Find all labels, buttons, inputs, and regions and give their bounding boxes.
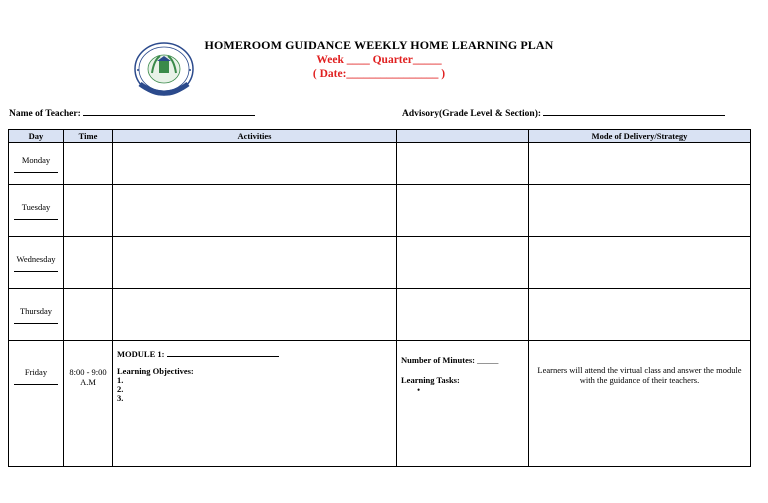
friday-time: 8:00 - 9:00 A.M [69, 367, 107, 387]
activities-cell[interactable] [113, 143, 397, 185]
module-title-field[interactable] [167, 349, 279, 357]
date-blank-line [14, 323, 58, 324]
day-label: Friday [24, 367, 48, 377]
module-label: MODULE 1: [117, 349, 165, 359]
day-cell [9, 237, 64, 289]
mode-cell[interactable] [529, 185, 751, 237]
advisory-field[interactable] [543, 106, 725, 116]
extra-cell[interactable] [397, 237, 529, 289]
objective-item: 1. [117, 375, 124, 385]
extra-cell[interactable] [397, 143, 529, 185]
activities-cell[interactable] [113, 185, 397, 237]
table-row [9, 185, 751, 237]
minutes-row [401, 355, 524, 365]
header-mode: Mode of Delivery/Strategy [529, 130, 751, 143]
header-blank [397, 130, 529, 143]
teacher-name-row [9, 106, 255, 119]
week-quarter-line: Week ____ Quarter_____ [316, 54, 442, 66]
mode-cell [529, 341, 751, 467]
minutes-label: Number of Minutes: [401, 355, 475, 365]
table-row [9, 143, 751, 185]
time-cell[interactable] [64, 185, 113, 237]
mode-cell[interactable] [529, 289, 751, 341]
table-row [9, 289, 751, 341]
time-cell[interactable] [64, 289, 113, 341]
activities-cell[interactable] [113, 289, 397, 341]
minutes-blank[interactable]: _____ [477, 355, 499, 365]
mode-cell[interactable] [529, 143, 751, 185]
table-header-row [9, 130, 751, 143]
extra-cell[interactable] [397, 289, 529, 341]
objective-item: 3. [117, 393, 124, 403]
header-time: Time [64, 130, 113, 143]
date-blank-line [14, 384, 58, 385]
activities-cell[interactable] [113, 237, 397, 289]
teacher-name-field[interactable] [83, 106, 255, 116]
time-cell[interactable] [64, 237, 113, 289]
date-blank-line [14, 172, 58, 173]
day-label: Thursday [19, 305, 53, 316]
header-day: Day [9, 130, 64, 143]
table-row [9, 237, 751, 289]
day-label: Wednesday [16, 253, 56, 264]
day-cell [9, 289, 64, 341]
day-label: Tuesday [21, 201, 51, 212]
day-cell [9, 143, 64, 185]
mode-cell[interactable] [529, 237, 751, 289]
tasks-label: Learning Tasks: [401, 375, 460, 385]
date-line: ( Date:________________ ) [312, 68, 446, 80]
minutes-tasks-cell [397, 341, 529, 467]
date-blank-line [14, 219, 58, 220]
advisory-label: Advisory(Grade Level & Section): [402, 109, 542, 119]
document-title: HOMEROOM GUIDANCE WEEKLY HOME LEARNING PLAN [204, 38, 554, 52]
activities-cell [113, 341, 397, 467]
day-cell [9, 185, 64, 237]
day-cell [9, 341, 64, 467]
header-activities: Activities [113, 130, 397, 143]
school-seal-logo [130, 40, 198, 102]
time-cell [64, 341, 113, 467]
table-row [9, 341, 751, 467]
day-label: Monday [21, 154, 51, 165]
task-bullet: • [417, 385, 421, 395]
objectives-label: Learning Objectives: [117, 366, 194, 376]
extra-cell[interactable] [397, 185, 529, 237]
teacher-label: Name of Teacher: [9, 109, 81, 119]
time-cell[interactable] [64, 143, 113, 185]
module-row [117, 349, 392, 359]
date-blank-line [14, 271, 58, 272]
objective-item: 2. [117, 384, 124, 394]
advisory-row [402, 106, 725, 119]
mode-description: Learners will attend the virtual class and answer the module with the guidance of their teachers. [537, 365, 742, 385]
learning-plan-table [8, 129, 751, 467]
